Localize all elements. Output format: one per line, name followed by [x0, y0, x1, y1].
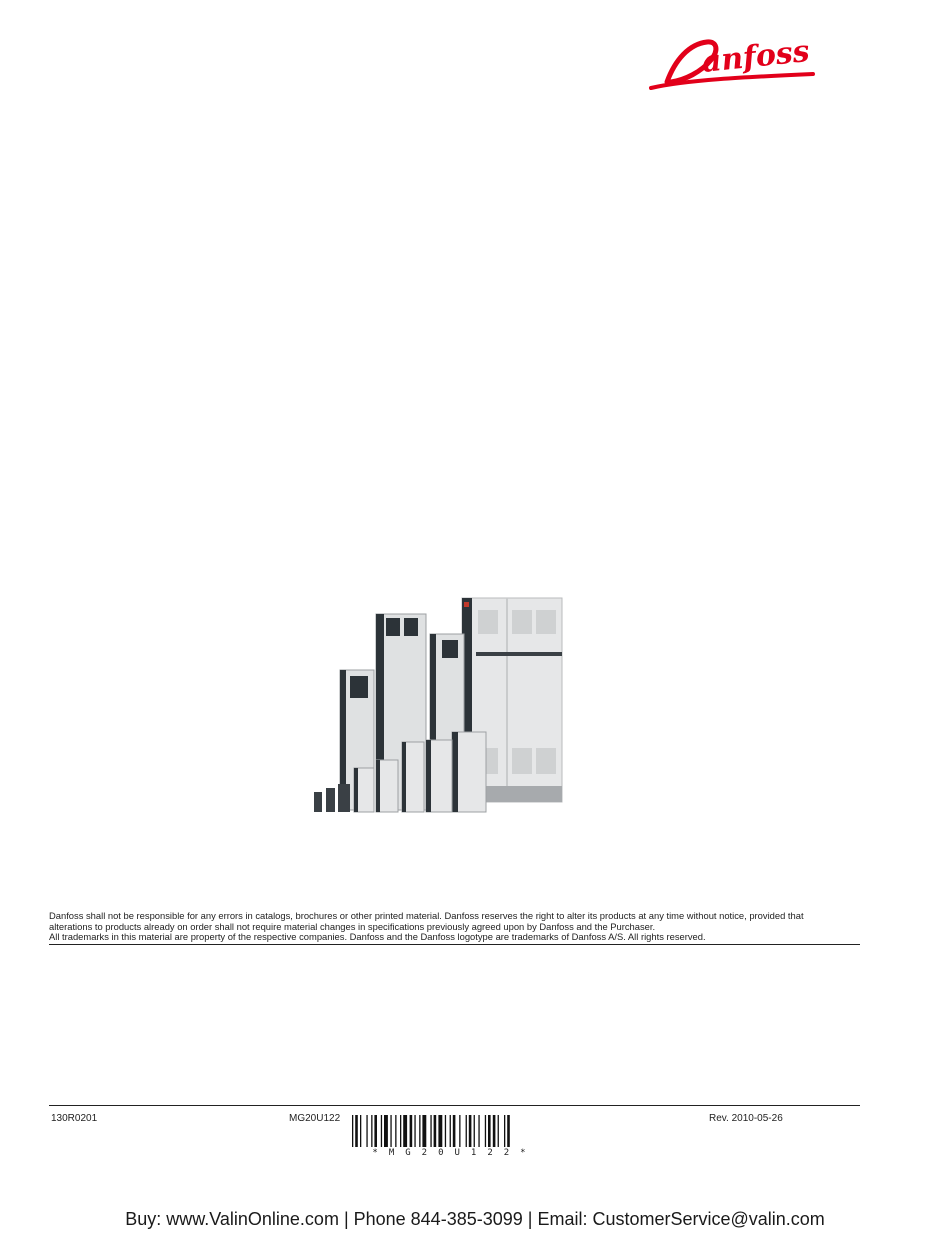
barcode-bar	[422, 1115, 426, 1147]
disclaimer	[49, 911, 849, 943]
barcode-bar	[410, 1115, 413, 1147]
barcode-bar	[390, 1115, 391, 1147]
barcode-caption: *MG20U122*	[372, 1148, 537, 1158]
barcode-bar	[419, 1115, 420, 1147]
barcode-bar	[498, 1115, 499, 1147]
barcode-bar	[466, 1115, 467, 1147]
barcode-bar	[450, 1115, 451, 1147]
barcode-bar	[453, 1115, 456, 1147]
barcode-bar	[488, 1115, 491, 1147]
barcode-bar	[459, 1115, 460, 1147]
barcode-bar	[478, 1115, 479, 1147]
disclaimer-text-2: All trademarks in this material are property of the respective companies. Danfoss and the Danfoss logotype are trademarks of Danfoss A/S. All rights reserved.	[49, 931, 706, 942]
barcode-bar	[485, 1115, 486, 1147]
barcode-bar	[371, 1115, 372, 1147]
barcode-bar	[374, 1115, 377, 1147]
danfoss-logo	[645, 30, 817, 100]
divider-bottom	[49, 1105, 860, 1106]
barcode-bar	[445, 1115, 446, 1147]
barcode-bar	[430, 1115, 431, 1147]
barcode-bar	[493, 1115, 496, 1147]
barcode-bar	[438, 1115, 442, 1147]
barcode-bar	[400, 1115, 401, 1147]
barcode-bar	[504, 1115, 505, 1147]
part-number: 130R0201	[51, 1113, 98, 1124]
svg-text:anfoss: anfoss	[700, 33, 812, 80]
footer-contact: Buy: www.ValinOnline.com | Phone 844-385-3099 | Email: CustomerService@valin.com	[125, 1209, 825, 1229]
barcode-bar	[395, 1115, 396, 1147]
barcode-bar	[352, 1115, 353, 1147]
barcode-bar	[507, 1115, 510, 1147]
barcode-bar	[414, 1115, 415, 1147]
barcode-bar	[474, 1115, 475, 1147]
barcode-bar	[366, 1115, 367, 1147]
barcode-bar	[403, 1115, 407, 1147]
barcode-bar	[360, 1115, 361, 1147]
revision-date: Rev. 2010-05-26	[709, 1113, 783, 1124]
barcode-bar	[381, 1115, 382, 1147]
barcode-bar	[384, 1115, 388, 1147]
barcode-bar	[355, 1115, 358, 1147]
product-image	[310, 592, 572, 818]
document-number: MG20U122	[289, 1113, 341, 1124]
disclaimer-text-1: Danfoss shall not be responsible for any errors in catalogs, brochures or other printed material. Danfoss reserves the right to alter its products at any time without notice, provided that alterations to products already on order shall not require material changes in specifications previously agreed upon by Danfoss and the Purchaser.	[49, 910, 804, 932]
barcode-bar	[469, 1115, 472, 1147]
divider-top	[49, 944, 860, 945]
barcode-bar	[434, 1115, 437, 1147]
